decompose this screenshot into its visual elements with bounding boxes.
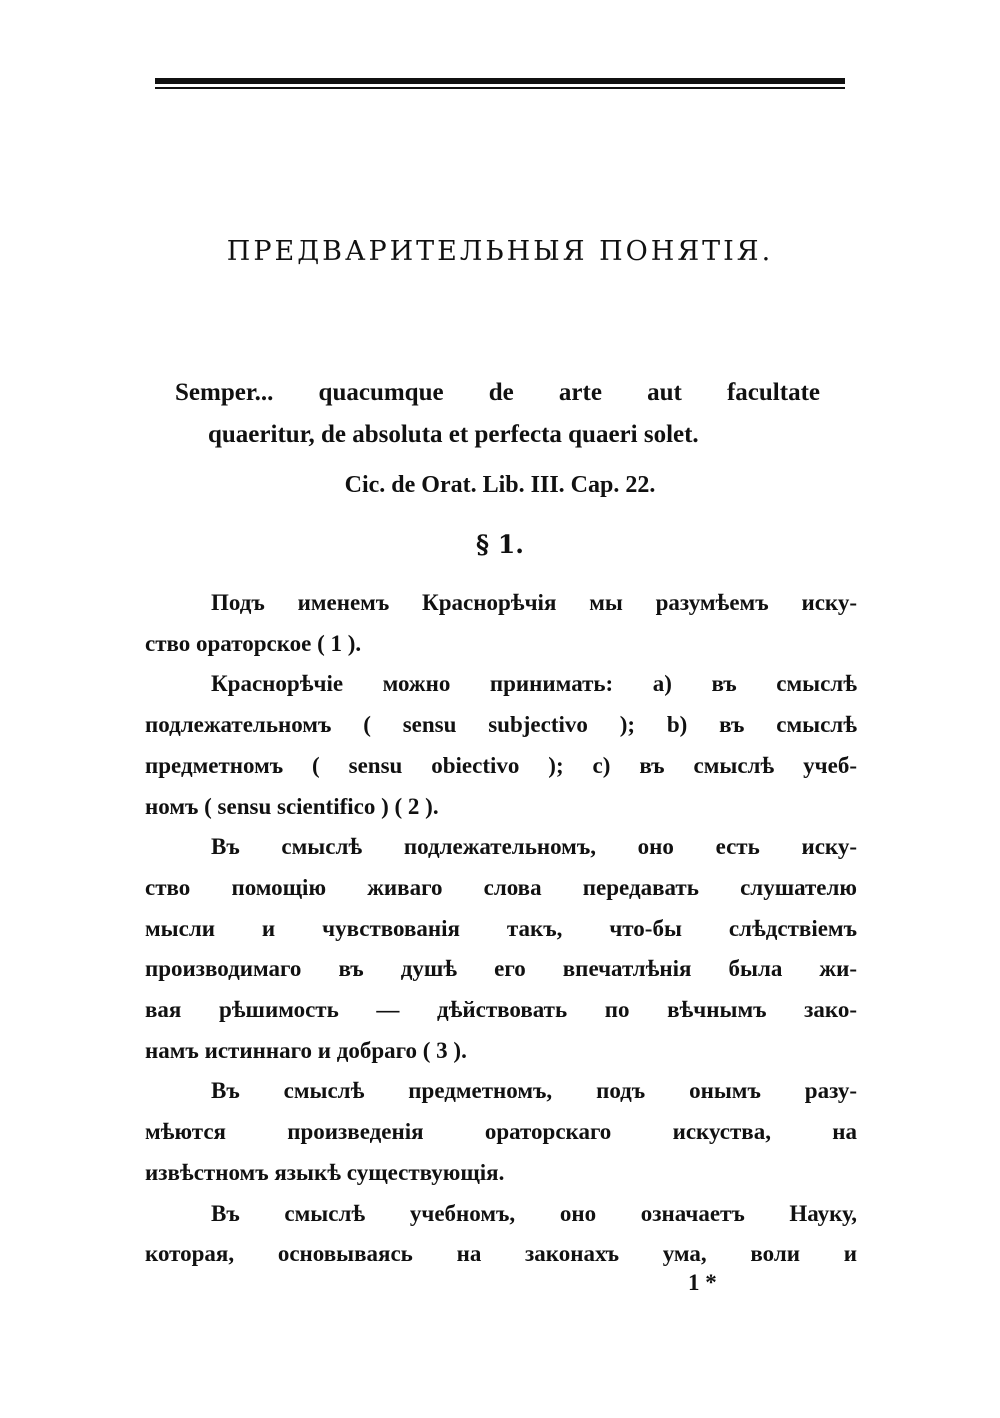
text-line: вая рѣшимость — дѣйствовать по вѣчнымъ зако- xyxy=(145,997,857,1023)
text-line: производимаго въ душѣ его впечатлѣнія была жи- xyxy=(145,956,857,982)
text-line: ство ораторское ( 1 ). xyxy=(145,630,362,656)
text-line: номъ ( sensu scientifico ) ( 2 ). xyxy=(145,793,439,819)
text-line: подлежательномъ ( sensu subjectivo ); b) въ смыслѣ xyxy=(145,712,857,738)
text-line: мѣются произведенія ораторскаго искуства, на xyxy=(145,1119,857,1145)
header-rule-thin xyxy=(155,87,845,89)
epigraph-line-2: quaeritur, de absoluta et perfecta quaeri solet. xyxy=(208,421,699,448)
chapter-title: ПРЕДВАРИТЕЛЬНЫЯ ПОНЯТІЯ. xyxy=(226,236,774,267)
text-line: Въ смыслѣ предметномъ, подъ онымъ разу- xyxy=(211,1078,857,1104)
text-line: мысли и чувствованія такъ, что-бы слѣдствіемъ xyxy=(145,915,857,941)
text-line: Въ смыслѣ учебномъ, оно означаетъ Науку, xyxy=(211,1200,857,1226)
text-line: Въ смыслѣ подлежательномъ, оно есть иску- xyxy=(211,834,857,860)
text-line: Подъ именемъ Краснорѣчія мы разумѣемъ иску- xyxy=(211,590,857,615)
text-line: ство помощію живаго слова передавать слушателю xyxy=(145,874,857,900)
body-text xyxy=(145,583,857,1275)
epigraph-citation: Cic. de Orat. Lib. III. Cap. 22. xyxy=(344,472,656,498)
text-line: предметномъ ( sensu obiectivo ); c) въ смыслѣ учеб- xyxy=(145,752,857,778)
epigraph xyxy=(175,372,820,456)
text-line: Краснорѣчіе можно принимать: a) въ смыслѣ xyxy=(211,671,857,697)
text-line: намъ истиннаго и добраго ( 3 ). xyxy=(145,1037,467,1063)
signature-mark: 1 * xyxy=(688,1270,717,1295)
epigraph-line-1: Semper... quacumque de arte aut facultate xyxy=(175,379,820,406)
header-rule-thick xyxy=(155,78,845,84)
text-line: которая, основываясь на законахъ ума, воли и xyxy=(145,1241,857,1267)
text-line: извѣстномъ языкѣ существующія. xyxy=(145,1159,505,1185)
section-number: § 1. xyxy=(476,530,524,559)
